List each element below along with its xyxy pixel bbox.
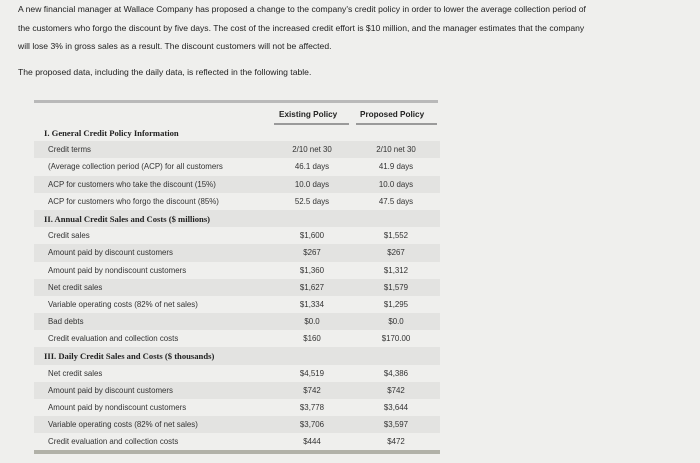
column-header-proposed: Proposed Policy	[360, 110, 425, 119]
proposed-policy-value: $3,644	[383, 403, 409, 412]
existing-policy-value: $3,706	[299, 420, 325, 430]
table-body	[34, 124, 440, 451]
row-label: Credit sales	[48, 231, 90, 241]
row-label: Net credit sales	[48, 368, 103, 378]
existing-policy-value: 52.5 days	[294, 196, 330, 206]
intro-lead: The proposed data, including the daily data, is reflected in the following table.	[18, 66, 312, 77]
proposed-policy-value: $472	[387, 437, 405, 447]
proposed-policy-value: $1,579	[383, 282, 409, 292]
section-header-row	[34, 347, 440, 364]
proposed-policy-value: $1,552	[383, 231, 409, 241]
existing-policy-value: 10.0 days	[294, 179, 330, 189]
table-row	[34, 244, 440, 261]
table-row	[34, 399, 440, 416]
problem-statement	[18, 0, 690, 81]
proposed-policy-value: $3,597	[383, 420, 409, 430]
proposed-policy-value: $1,312	[383, 265, 409, 275]
proposed-policy-value: $1,295	[383, 299, 409, 309]
credit-policy-table	[34, 100, 440, 463]
existing-policy-value: $1,627	[299, 282, 325, 292]
existing-policy-value: 2/10 net 30	[292, 145, 332, 155]
table-row	[34, 313, 440, 330]
intro-line-1: A new financial manager at Wallace Company has proposed a change to the company's credit policy in order to lower the average collection period of	[18, 4, 586, 14]
existing-policy-value: $742	[303, 385, 321, 395]
table-row	[34, 330, 440, 347]
proposed-policy-value: $4,386	[383, 368, 409, 378]
existing-policy-value: $4,519	[299, 368, 325, 378]
row-label: Amount paid by nondiscount customers	[48, 265, 187, 275]
existing-policy-value: $0.0	[304, 317, 320, 327]
section-title: I. General Credit Policy Information	[44, 128, 179, 138]
row-label: Variable operating costs (82% of net sales)	[48, 420, 198, 430]
intro-line-2: the customers who forgo the discount by five days. The cost of the increased credit effort is $10 million, and the manager estimates that the company	[18, 22, 585, 33]
section-header-row	[34, 210, 440, 227]
table-row	[34, 262, 440, 279]
row-label: Credit evaluation and collection costs	[48, 334, 179, 344]
section-title: II. Annual Credit Sales and Costs ($ millions)	[44, 213, 211, 224]
proposed-policy-value: $267	[387, 248, 405, 258]
row-label: Bad debts	[48, 317, 84, 327]
table-row	[34, 365, 440, 382]
proposed-policy-value: 10.0 days	[378, 179, 414, 189]
table-row	[34, 416, 440, 433]
existing-policy-value: $1,360	[299, 265, 325, 275]
row-label: Amount paid by nondiscount customers	[48, 403, 187, 412]
table-row	[34, 176, 440, 193]
existing-policy-value: 46.1 days	[294, 162, 330, 172]
row-label: ACP for customers who forgo the discount (85%)	[48, 196, 219, 206]
proposed-policy-value: 47.5 days	[378, 196, 414, 206]
row-label: Amount paid by discount customers	[48, 248, 173, 258]
proposed-policy-value: $0.0	[388, 317, 404, 327]
row-label: (Average collection period (ACP) for all customers	[48, 162, 223, 172]
table-row	[34, 433, 440, 450]
table-row	[34, 296, 440, 313]
column-header-existing: Existing Policy	[279, 110, 338, 119]
existing-policy-value: $160	[303, 334, 321, 344]
table-row	[34, 279, 440, 296]
row-label: Amount paid by discount customers	[48, 385, 173, 395]
row-label: Net credit sales	[48, 282, 103, 292]
table-row	[34, 158, 440, 175]
section-title: III. Daily Credit Sales and Costs ($ thousands)	[44, 351, 215, 362]
row-label: Variable operating costs (82% of net sales)	[48, 299, 198, 309]
table-row	[34, 141, 440, 158]
proposed-policy-value: $170.00	[381, 334, 411, 344]
row-label: ACP for customers who take the discount (15%)	[48, 179, 216, 189]
table-row	[34, 227, 440, 244]
section-header-row	[34, 124, 440, 141]
existing-policy-value: $267	[303, 248, 321, 258]
row-label: Credit terms	[48, 145, 91, 155]
intro-line-3: will lose 3% in gross sales as a result. The discount customers will not be affected.	[18, 41, 332, 51]
existing-policy-value: $1,334	[299, 299, 325, 309]
proposed-policy-value: $742	[387, 385, 405, 395]
existing-policy-value: $3,778	[299, 403, 325, 412]
table-bottom-rule	[34, 450, 440, 454]
table-top-rule	[34, 100, 438, 103]
row-label: Credit evaluation and collection costs	[48, 437, 179, 447]
existing-policy-value: $1,600	[299, 231, 325, 241]
existing-policy-value: $444	[303, 437, 321, 447]
table-row	[34, 193, 440, 210]
table-row	[34, 382, 440, 399]
proposed-policy-value: 41.9 days	[378, 162, 414, 172]
proposed-policy-value: 2/10 net 30	[376, 145, 416, 155]
